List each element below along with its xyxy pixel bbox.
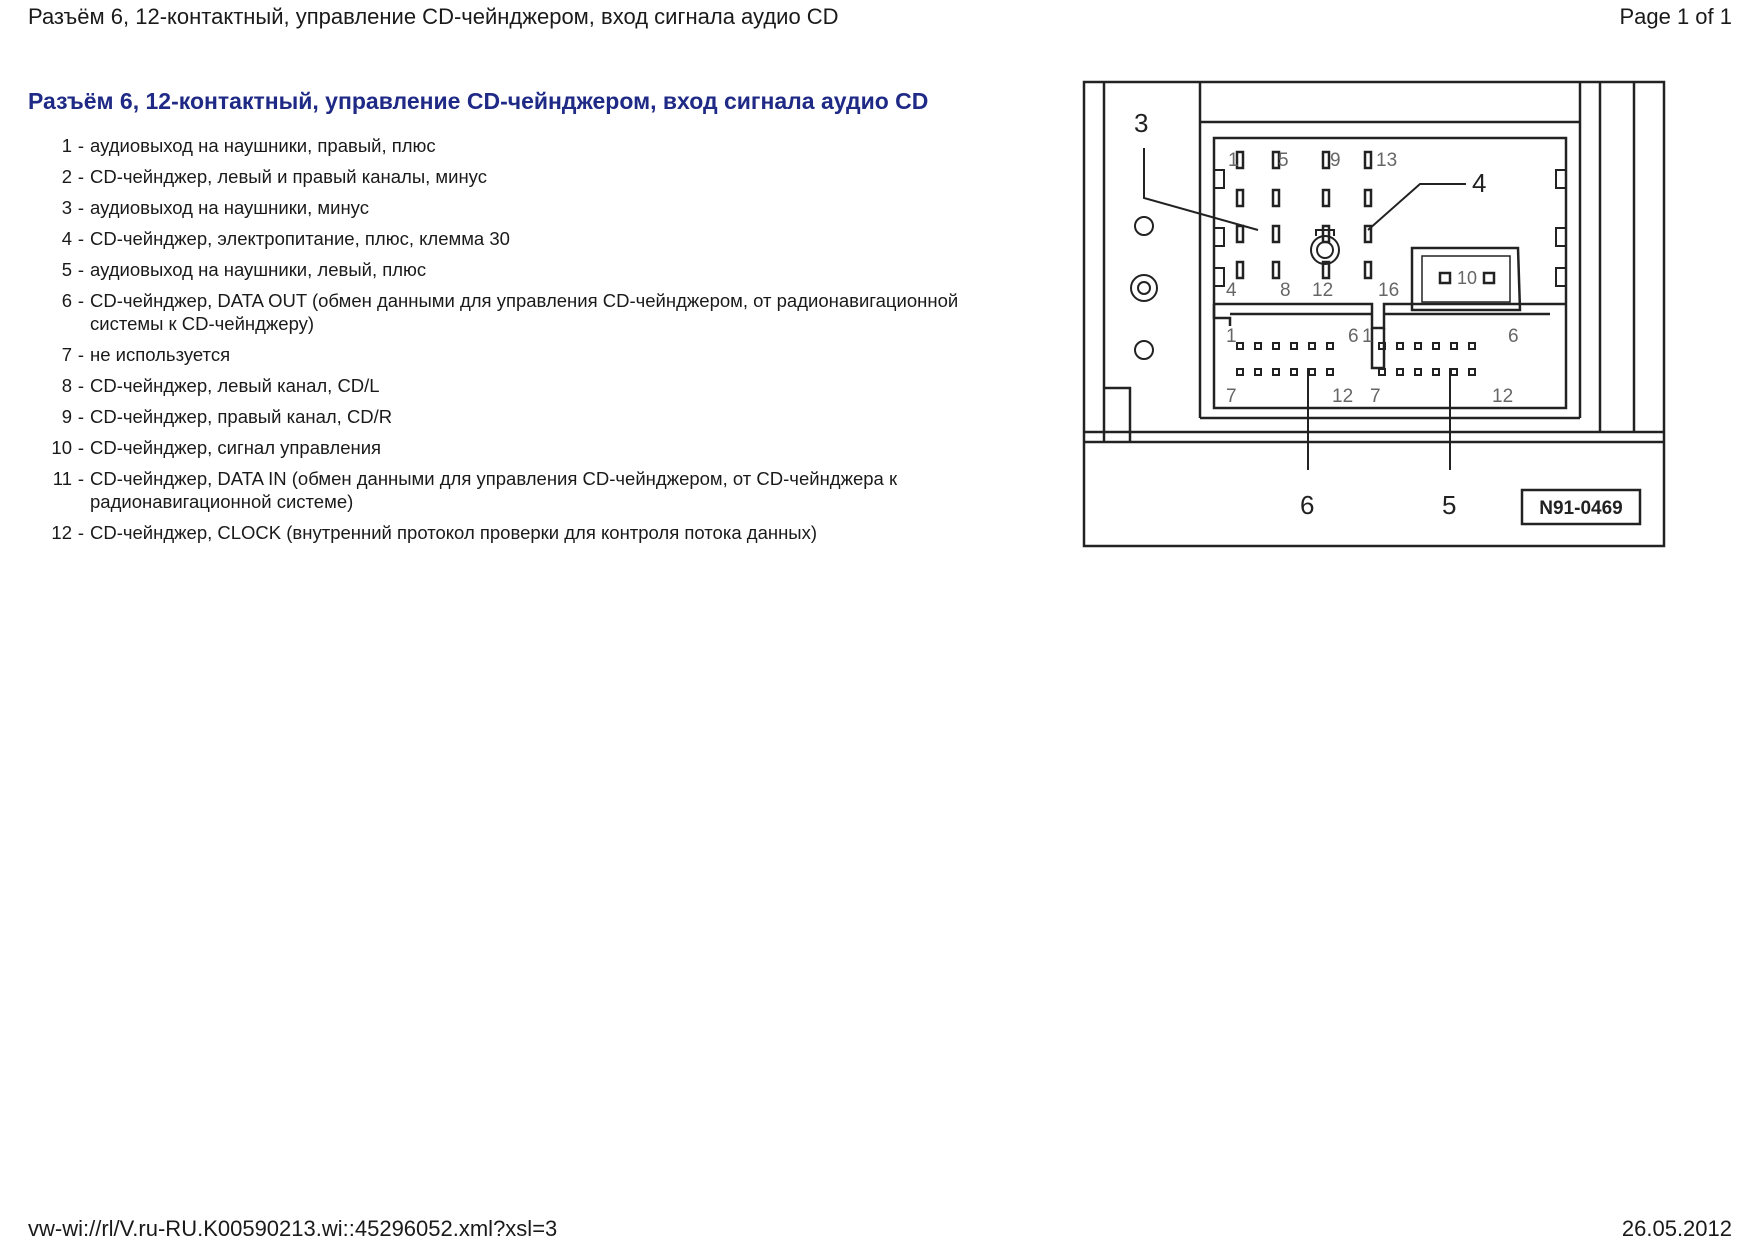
pin-separator: - bbox=[77, 228, 85, 249]
mount-hole bbox=[1131, 275, 1157, 301]
small-pin-label: 6 bbox=[1508, 326, 1519, 347]
quadlock-pin bbox=[1237, 190, 1243, 206]
small-connector-pin bbox=[1469, 369, 1475, 375]
callout-6: 6 bbox=[1300, 490, 1315, 520]
callout-4: 4 bbox=[1472, 168, 1487, 198]
pin-number: 11 bbox=[52, 468, 72, 489]
pin-label: 10 bbox=[1457, 268, 1478, 288]
small-pin-label: 1 bbox=[1226, 326, 1237, 347]
pin-number: 3 bbox=[61, 197, 72, 218]
pin-description: аудиовыход на наушники, левый, плюс bbox=[90, 259, 427, 280]
small-connector-pin bbox=[1397, 343, 1403, 349]
small-connector-pin bbox=[1309, 369, 1315, 375]
pin-separator: - bbox=[77, 437, 85, 458]
small-pin-label: 1 bbox=[1362, 326, 1373, 347]
print-date: 26.05.2012 bbox=[1621, 1216, 1732, 1241]
pin-number: 6 bbox=[61, 290, 72, 311]
quadlock-pin bbox=[1273, 190, 1279, 206]
pin-separator: - bbox=[77, 522, 85, 543]
small-connector-pin bbox=[1237, 369, 1243, 375]
pin-label: 16 bbox=[1378, 280, 1400, 301]
small-connector-pin bbox=[1451, 343, 1457, 349]
quadlock-pin bbox=[1323, 226, 1329, 242]
small-connector-pin bbox=[1433, 343, 1439, 349]
pin-number: 1 bbox=[61, 135, 72, 156]
small-connector-pin bbox=[1273, 369, 1279, 375]
small-connector-pin bbox=[1379, 343, 1385, 349]
callout-5: 5 bbox=[1442, 490, 1457, 520]
header-title: Разъём 6, 12-контактный, управление CD-чейнджером, вход сигнала аудио CD bbox=[28, 4, 839, 29]
pin-label: 9 bbox=[1330, 150, 1341, 171]
pin-separator: - bbox=[77, 375, 85, 396]
quadlock-pin bbox=[1323, 190, 1329, 206]
quadlock-pins bbox=[1237, 152, 1371, 278]
pin-separator: - bbox=[77, 468, 85, 489]
small-connector-pin bbox=[1273, 343, 1279, 349]
pin-description: CD-чейнджер, DATA IN (обмен данными для управления CD-чейнджером, от CD-чейнджера к радионавигационной системе) bbox=[90, 468, 898, 512]
pin-description: аудиовыход на наушники, минус bbox=[90, 197, 369, 218]
small-connector-pin bbox=[1327, 369, 1333, 375]
small-connector-pin bbox=[1237, 343, 1243, 349]
pin-number: 4 bbox=[61, 228, 72, 249]
pin-item bbox=[28, 467, 1028, 513]
pin-number: 5 bbox=[61, 259, 72, 280]
small-connector-pin bbox=[1469, 343, 1475, 349]
pin-separator: - bbox=[77, 290, 85, 311]
small-connector-pin bbox=[1291, 343, 1297, 349]
quadlock-pin bbox=[1237, 262, 1243, 278]
small-pin-label: 6 bbox=[1348, 326, 1359, 347]
quadlock-pin bbox=[1237, 226, 1243, 242]
small-connector-pin bbox=[1291, 369, 1297, 375]
page-indicator: Page 1 of 1 bbox=[1619, 4, 1732, 29]
source-url: vw-wi://rl/V.ru-RU.K00590213.wi::45296052.xml?xsl=3 bbox=[28, 1216, 558, 1241]
pin-item bbox=[28, 258, 1028, 281]
callout-3: 3 bbox=[1134, 108, 1149, 138]
mount-hole bbox=[1135, 217, 1153, 235]
pin-label: 12 bbox=[1312, 280, 1334, 301]
pin-number: 7 bbox=[61, 344, 72, 365]
pin-item bbox=[28, 343, 1028, 366]
pin-number: 9 bbox=[61, 406, 72, 427]
connector-diagram bbox=[1080, 78, 1668, 550]
pin-description: CD-чейнджер, правый канал, CD/R bbox=[90, 406, 393, 427]
pin-separator: - bbox=[77, 135, 85, 156]
quadlock-pin bbox=[1273, 226, 1279, 242]
pin-list bbox=[28, 134, 1028, 552]
small-pin-label: 12 bbox=[1492, 386, 1514, 407]
small-connector-pin bbox=[1327, 343, 1333, 349]
pin-item bbox=[28, 405, 1028, 428]
pin-number: 8 bbox=[61, 375, 72, 396]
quadlock-pin bbox=[1323, 152, 1329, 168]
small-connector-pin bbox=[1255, 343, 1261, 349]
pin-description: CD-чейнджер, DATA OUT (обмен данными для управления CD-чейнджером, от радионавигационной системы к CD-чейнджеру) bbox=[90, 290, 959, 334]
pin-separator: - bbox=[77, 344, 85, 365]
quadlock-pin bbox=[1365, 262, 1371, 278]
mount-hole bbox=[1135, 341, 1153, 359]
small-connector-pin bbox=[1379, 369, 1385, 375]
pin-separator: - bbox=[77, 197, 85, 218]
pin-item bbox=[28, 289, 1028, 335]
quadlock-pin bbox=[1273, 262, 1279, 278]
pin-item bbox=[28, 227, 1028, 250]
small-pin-label: 7 bbox=[1370, 386, 1381, 407]
quadlock-pin bbox=[1365, 190, 1371, 206]
pin-separator: - bbox=[77, 406, 85, 427]
pin-number: 12 bbox=[51, 522, 72, 543]
small-connector-pin bbox=[1451, 369, 1457, 375]
connector-diagram-svg bbox=[1080, 78, 1668, 550]
pin-item bbox=[28, 196, 1028, 219]
print-header bbox=[28, 2, 1732, 32]
print-footer bbox=[28, 1215, 1732, 1243]
pin-description: CD-чейнджер, электропитание, плюс, клемма 30 bbox=[90, 228, 510, 249]
pin-item bbox=[28, 134, 1028, 157]
pin-label: 5 bbox=[1278, 150, 1289, 171]
small-pin-label: 7 bbox=[1226, 386, 1237, 407]
pin-item bbox=[28, 436, 1028, 459]
quadlock-pin bbox=[1365, 152, 1371, 168]
pin-item bbox=[28, 521, 1028, 544]
connector-body bbox=[1214, 138, 1566, 408]
small-connector-pin bbox=[1415, 343, 1421, 349]
pin-label: 13 bbox=[1376, 150, 1398, 171]
pin-description: CD-чейнджер, CLOCK (внутренний протокол проверки для контроля потока данных) bbox=[90, 522, 817, 543]
small-connector-pin bbox=[1397, 369, 1403, 375]
coding-knob bbox=[1311, 236, 1339, 264]
small-connector-pin bbox=[1255, 369, 1261, 375]
small-pin-label: 12 bbox=[1332, 386, 1354, 407]
ref-code: N91-0469 bbox=[1539, 498, 1623, 519]
pin-item bbox=[28, 165, 1028, 188]
small-connector-pin bbox=[1433, 369, 1439, 375]
pin-label: 8 bbox=[1280, 280, 1291, 301]
small-connector-pin bbox=[1309, 343, 1315, 349]
pin-separator: - bbox=[77, 166, 85, 187]
housing-frame bbox=[1084, 82, 1664, 546]
pin-description: CD-чейнджер, сигнал управления bbox=[90, 437, 382, 458]
pin-description: CD-чейнджер, левый канал, CD/L bbox=[90, 375, 380, 396]
pin-label: 1 bbox=[1228, 150, 1239, 171]
pin-description: CD-чейнджер, левый и правый каналы, минус bbox=[90, 166, 487, 187]
pin-number: 10 bbox=[51, 437, 72, 458]
page-title: Разъём 6, 12-контактный, управление CD-чейнджером, вход сигнала аудио CD bbox=[28, 88, 929, 114]
pin-description: не используется bbox=[90, 344, 231, 365]
pin-separator: - bbox=[77, 259, 85, 280]
pin-item bbox=[28, 374, 1028, 397]
small-connector-pin bbox=[1415, 369, 1421, 375]
pin-label: 4 bbox=[1226, 280, 1237, 301]
pin-description: аудиовыход на наушники, правый, плюс bbox=[90, 135, 436, 156]
pin-number: 2 bbox=[61, 166, 72, 187]
small-connector-pins bbox=[1237, 343, 1475, 375]
